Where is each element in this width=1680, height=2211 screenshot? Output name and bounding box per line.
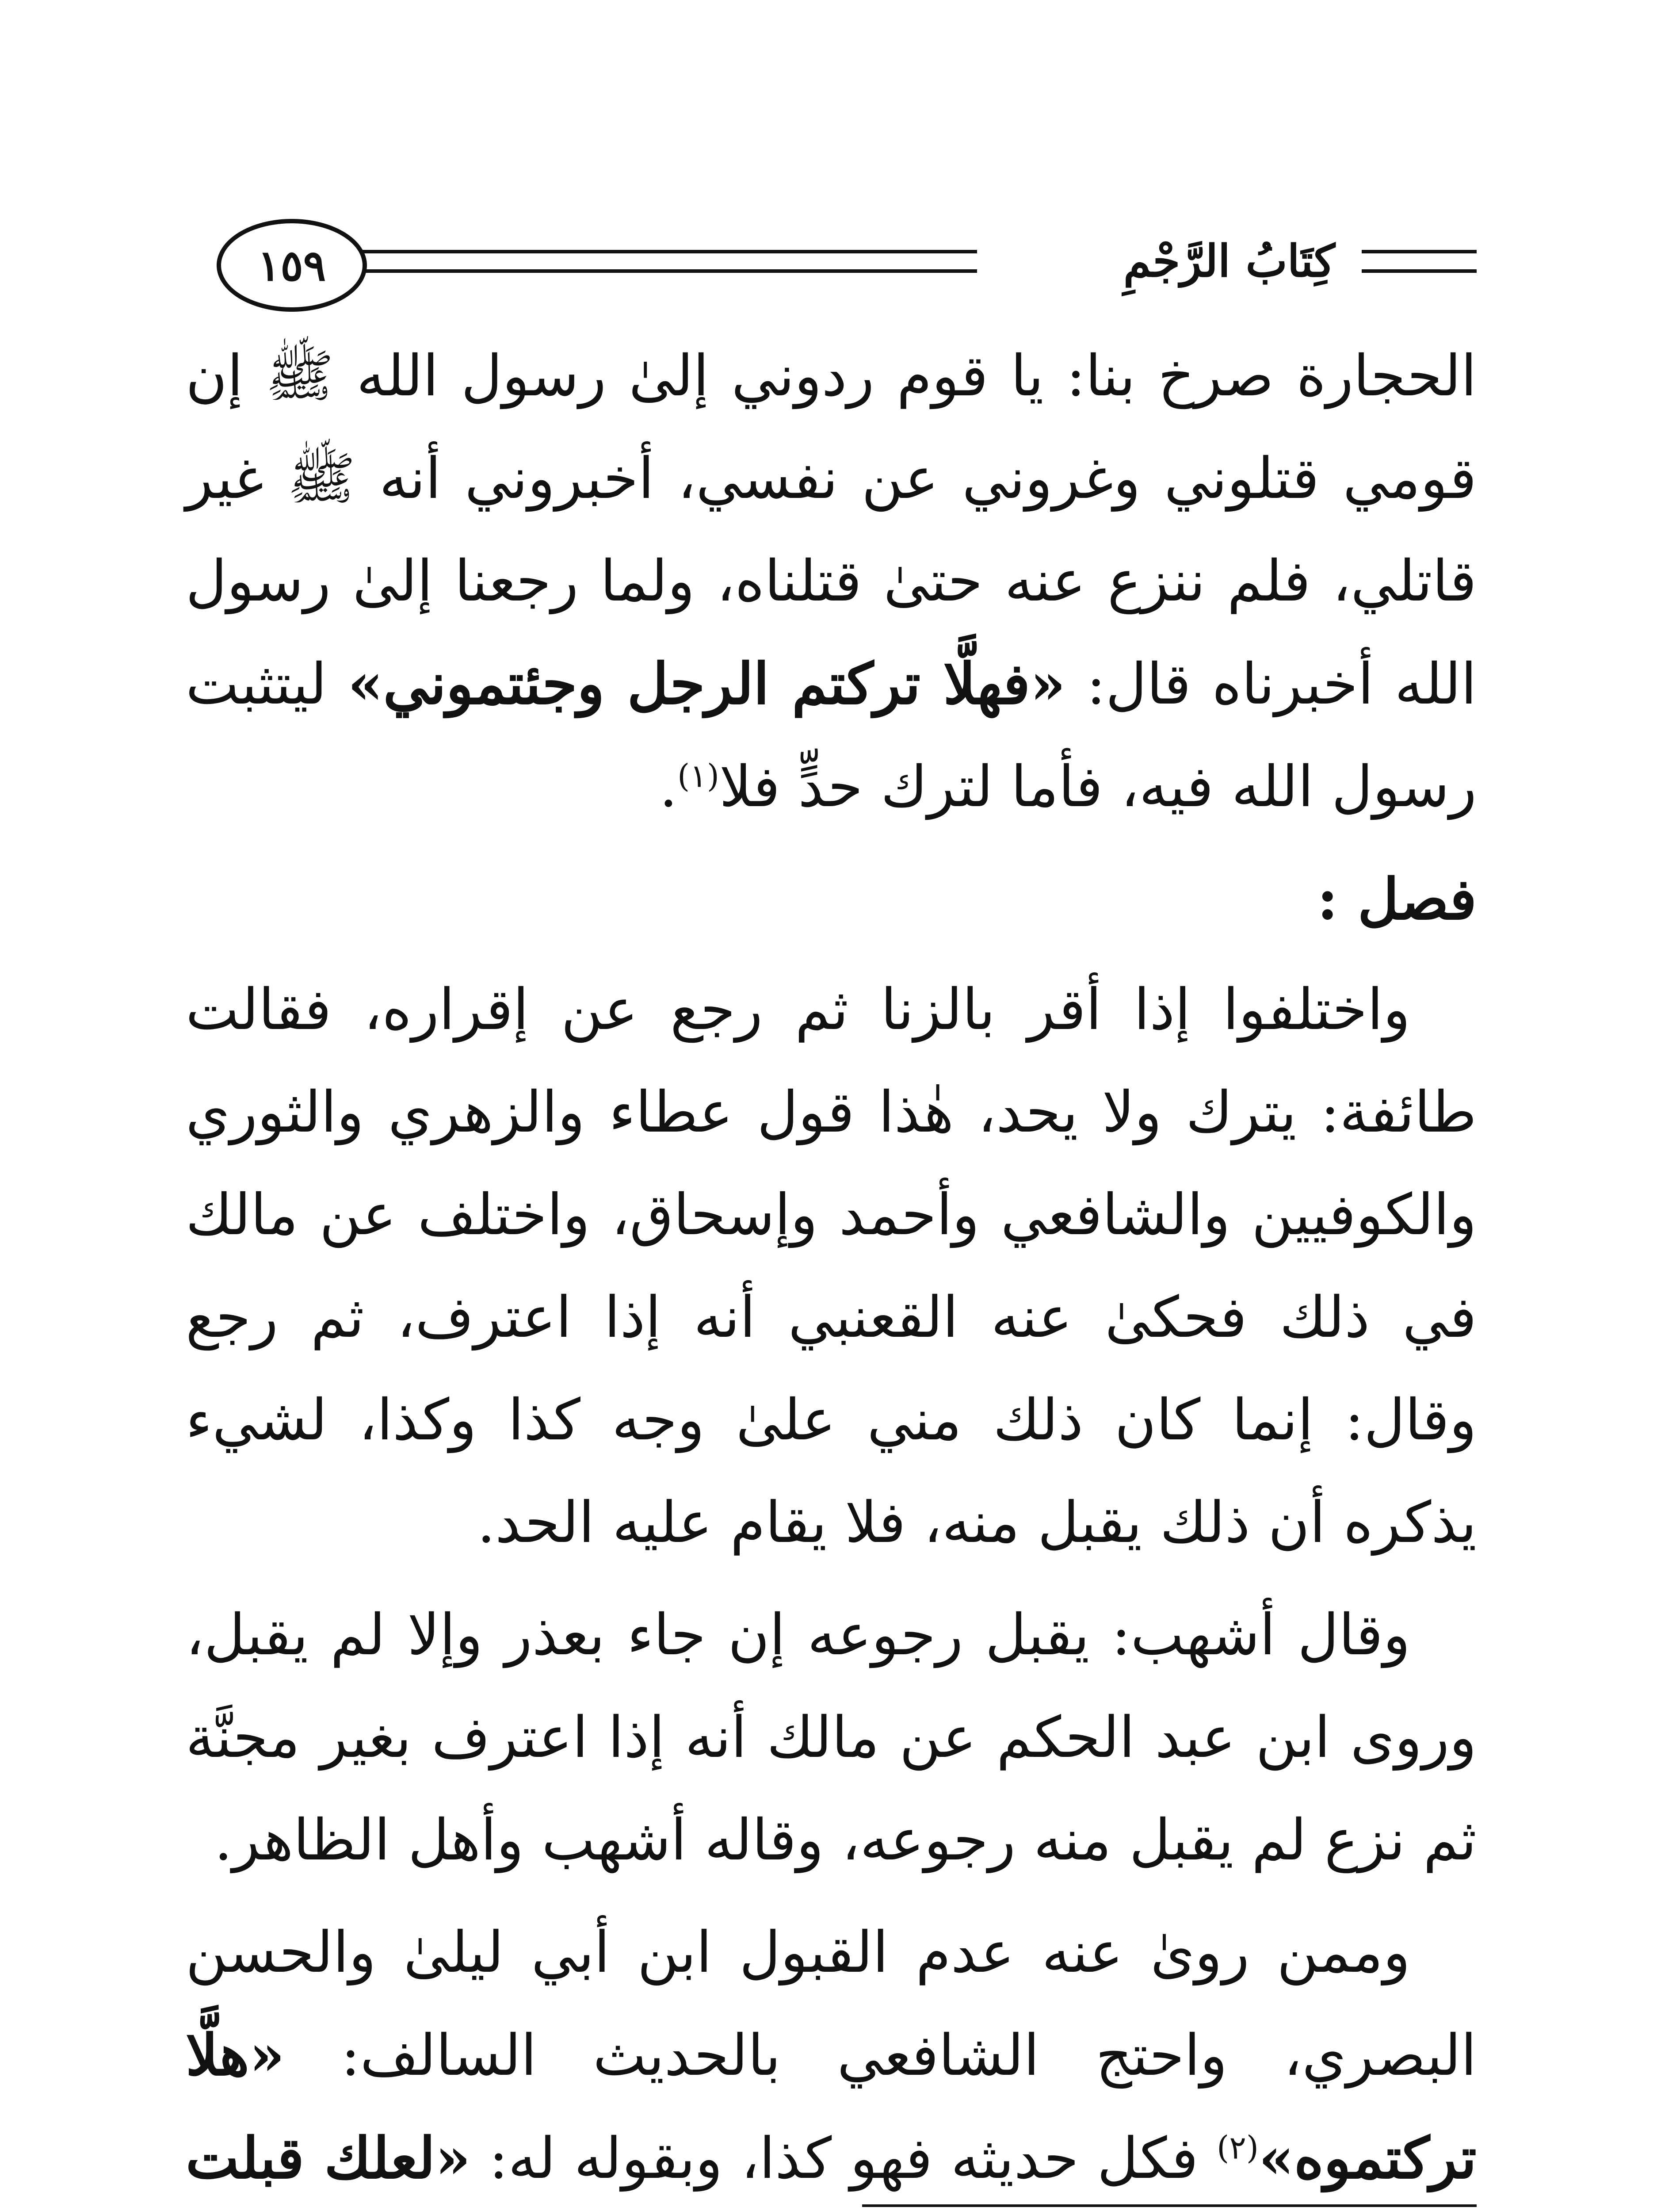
paragraph-1 bbox=[186, 325, 1477, 838]
page-number: ١٥٩ bbox=[217, 219, 367, 312]
hadith-quote-2: «هلَّا تركتموه» bbox=[186, 2022, 1477, 2192]
paragraph-3: وقال أشهب: يقبل رجوعه إن جاء بعذر وإلا لم يقبل، وروى ابن عبد الحكم عن مالك أنه إذا اعترف بغير مجنَّة ثم نزع لم يقبل منه رجوعه، وقاله أشهب وأهل الظاهر. bbox=[186, 1602, 1477, 1873]
header-rule-left bbox=[318, 250, 977, 273]
paragraph-1-end: . bbox=[659, 754, 678, 820]
paragraph-2: واختلفوا إذا أقر بالزنا ثم رجع عن إقراره، فقالت طائفة: يترك ولا يحد، هٰذا قول عطاء والزهري والثوري والكوفيين والشافعي وأحمد وإسحاق، واختلف عن مالك في ذلك فحكىٰ عنه القعنبي أنه إذا اعترف، ثم رجع وقال: إنما كان ذلك مني علىٰ وجه كذا وكذا، لشيء يذكره أن ذلك يقبل منه، فلا يقام عليه الحد. bbox=[186, 977, 1477, 1556]
paragraph-4-text-a: وممن روىٰ عنه عدم القبول ابن أبي ليلىٰ والحسن البصري، واحتج الشافعي بالحديث السالف: bbox=[186, 1920, 1477, 2089]
hadith-quote-1: «فهلَّا تركتم الرجل وجئتموني» bbox=[347, 651, 1066, 717]
hadith-quote-3: «لعلك قبلت bbox=[186, 2125, 471, 2192]
main-text bbox=[186, 325, 1477, 2211]
paragraph-1-text-b: ليتثبت رسول الله فيه، فأما لترك حدٍّ فلا bbox=[186, 651, 1477, 820]
paragraph-4 bbox=[186, 1901, 1477, 2211]
footnote-divider bbox=[862, 2204, 1477, 2207]
paragraph-4-text-b: فكل حديثه فهو كذا، وبقوله له: bbox=[470, 2126, 1217, 2192]
header-rule-right bbox=[1362, 250, 1477, 273]
section-heading: فصل : bbox=[1317, 866, 1477, 933]
footnote-ref-1[interactable]: (١) bbox=[677, 757, 719, 795]
footnote-ref-2[interactable]: (٢) bbox=[1217, 2129, 1259, 2166]
page-header bbox=[186, 208, 1477, 323]
chapter-title: كِتَابُ الرَّجْمِ bbox=[1123, 235, 1335, 287]
paragraph-1-text-a: الحجارة صرخ بنا: يا قوم ردوني إلىٰ رسول الله ﷺ إن قومي قتلوني وغروني عن نفسي، أخبروني أنه ﷺ غير قاتلي، فلم ننزع عنه حتىٰ قتلناه، ولما رجعنا إلىٰ رسول الله أخبرناه قال: bbox=[186, 343, 1477, 717]
